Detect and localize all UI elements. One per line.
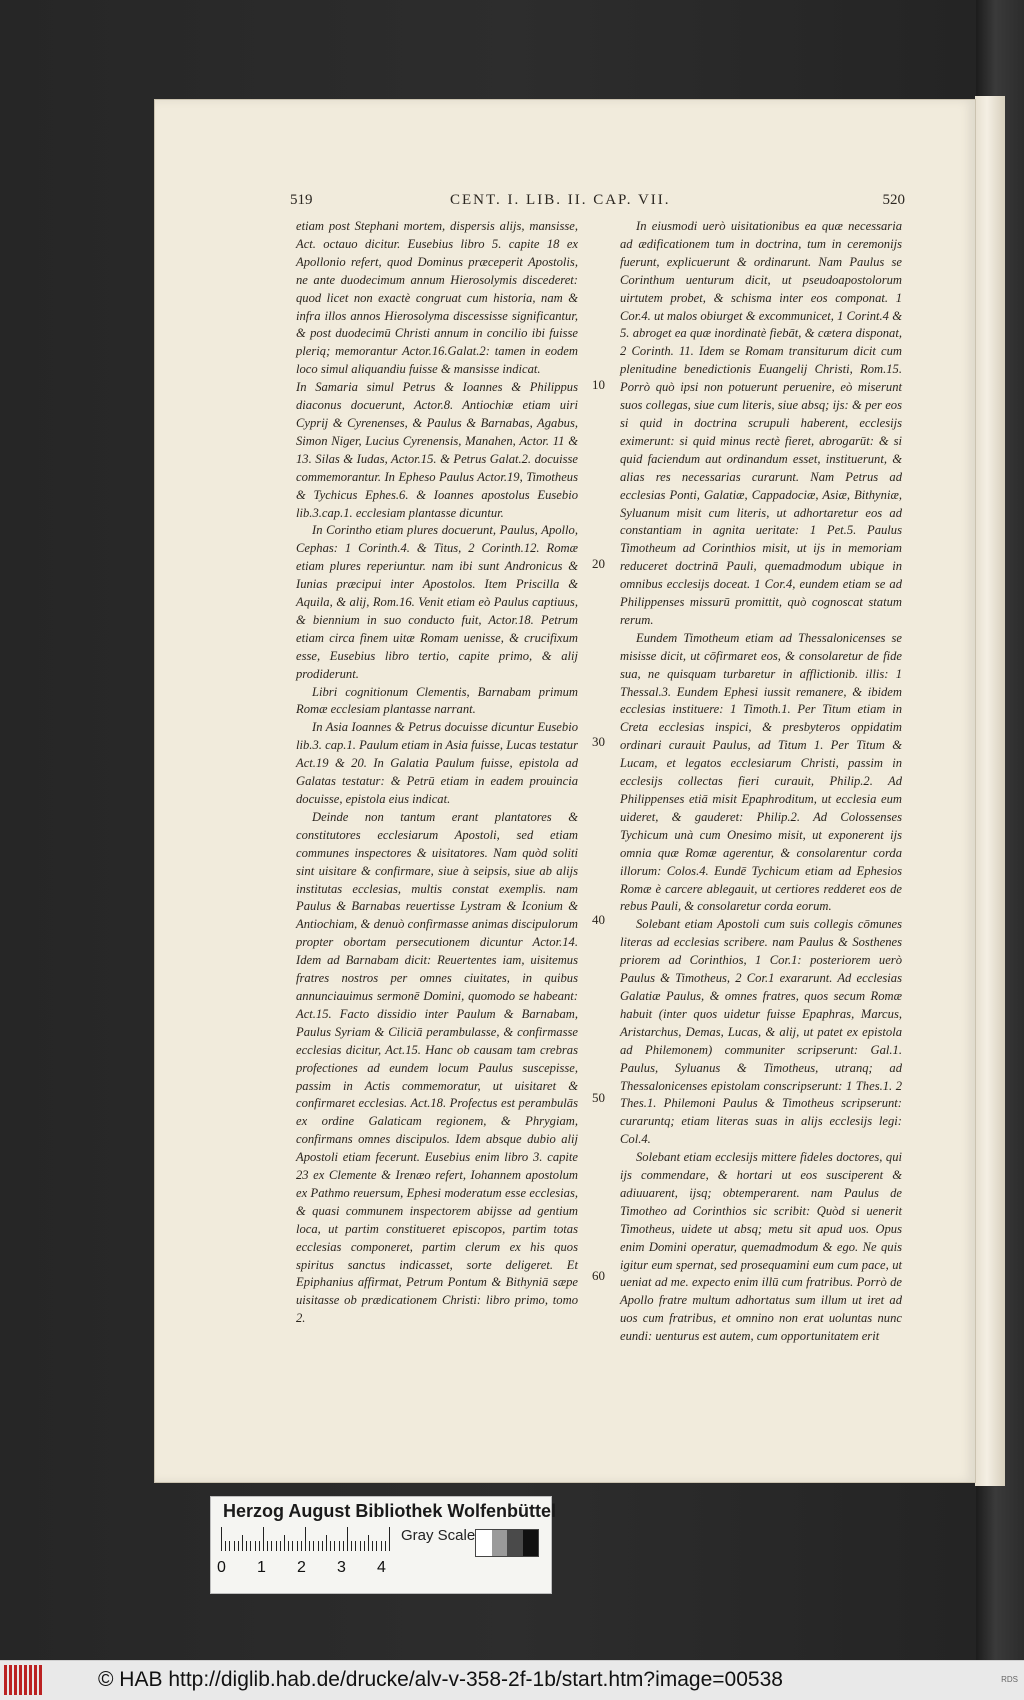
ruler-tick	[288, 1541, 289, 1551]
ruler-tick	[313, 1541, 314, 1551]
ruler-tick	[259, 1541, 260, 1551]
chapter-title: CENT. I. LIB. II. CAP. VII.	[450, 192, 671, 208]
paragraph: Eundem Timotheum etiam ad Thessalonicenses se misisse dicit, ut cōfirmaret eos, & consolaretur de fide sua, ne quisquam turbaretur in afflictionib. illis: 1 Thessal.3. Eundem Ephesi iussit remanere, & ibidem ecclesias instituere: 1 Timoth.1. Per Titum etiam in Creta ecclesias inspici, & presbyteros oppidatim ordinari curauit Paulus, ad Titum 1. Per Titum & Lucam, et legatos ecclesiarum Christi, passim in ecclesijs collectas fieri curauit, Philip.2. Ad Philippenses etiā misit Epaphroditum, ut ecclesia eum uideret, & gauderet: Philip.2. Ad Colossenses Tychicum unà cum Onesimo misit, ut exponerent ijs omnia quæ Romæ agerentur, & consolarentur corda illorum: Colos.4. Eundē Tychicum etiam ad Ephesios Romæ è carcere ablegauit, ut certiores redderet eos de rebus Pauli, & consolaretur corda eorum.	[620, 630, 902, 914]
ruler-number: 0	[217, 1559, 226, 1576]
running-header	[290, 192, 905, 214]
ruler-tick	[385, 1541, 386, 1551]
ruler-number: 3	[337, 1559, 346, 1576]
ruler-tick	[225, 1541, 226, 1551]
right-text-column	[620, 218, 902, 1346]
line-number: 50	[592, 1090, 605, 1105]
line-number: 60	[592, 1268, 605, 1283]
gray-scale-swatches	[475, 1529, 539, 1557]
gray-swatch	[507, 1530, 523, 1556]
ruler-tick	[284, 1535, 285, 1551]
ruler-tick	[360, 1541, 361, 1551]
page-edge	[975, 96, 1005, 1486]
page-number-left: 519	[290, 192, 313, 208]
ruler-tick	[389, 1527, 390, 1551]
ruler-tick	[221, 1527, 222, 1551]
gray-swatch	[476, 1530, 492, 1556]
copyright-url[interactable]: © HAB http://diglib.hab.de/drucke/alv-v-358-2f-1b/start.htm?image=00538	[98, 1668, 783, 1691]
line-number: 10	[592, 377, 605, 392]
line-number: 30	[592, 734, 605, 749]
ruler-number: 4	[377, 1559, 386, 1576]
ruler-tick	[381, 1541, 382, 1551]
ruler-tick	[263, 1527, 264, 1551]
gray-swatch	[492, 1530, 508, 1556]
ruler-number: 2	[297, 1559, 306, 1576]
ruler-numbers	[217, 1559, 407, 1579]
ruler-tick	[292, 1541, 293, 1551]
ruler-tick	[326, 1535, 327, 1551]
ruler-tick	[280, 1541, 281, 1551]
paragraph: In Corintho etiam plures docuerunt, Paulus, Apollo, Cephas: 1 Corinth.4. & Titus, 2 Corinth.12. Romæ etiam plures reperiuntur. nam ibi sunt Andronicus & Iunias præcipui inter Apostolos. Item Priscilla & Aquila, & alij, Rom.16. Venit etiam eò Paulus captiuus, & biennium in suo conducto fuit, Actor.18. Petrum etiam circa finem uitæ Romam uenisse, & crucifixum esse, Eusebius libro tertio, capite primo, & alij prodiderunt.	[296, 523, 578, 681]
paragraph: In Samaria simul Petrus & Ioannes & Philippus diaconus docuerunt, Actor.8. Antiochiæ etiam uiri Cyprij & Cyrenenses, & Paulus & Barnabas, Agabus, Simon Niger, Lucius Cyrenensis, Manahen, Actor. 11 & 13. Silas & Iudas, Actor.15. & Petrus Galat.2. docuisse commemorantur. In Epheso Paulus Actor.19, Timotheus & Tychicus Ephes.6. & Ioannes apostolus Eusebio lib.3.cap.1. ecclesiam plantasse dicuntur.	[296, 380, 578, 520]
ruler-number: 1	[257, 1559, 266, 1576]
ruler-tick	[255, 1541, 256, 1551]
ruler-tick	[364, 1541, 365, 1551]
ruler-tick	[318, 1541, 319, 1551]
ruler-tick	[330, 1541, 331, 1551]
ruler-tick	[376, 1541, 377, 1551]
ruler-tick	[322, 1541, 323, 1551]
footer-mark: RDS	[1001, 1675, 1018, 1684]
ruler-tick	[334, 1541, 335, 1551]
ruler-tick	[301, 1541, 302, 1551]
line-number: 20	[592, 556, 605, 571]
ruler-tick	[242, 1535, 243, 1551]
line-number: 40	[592, 912, 605, 927]
ruler-tick	[351, 1541, 352, 1551]
hab-logo-icon	[4, 1665, 46, 1695]
ruler-tick	[229, 1541, 230, 1551]
ruler-scale	[221, 1527, 401, 1551]
paragraph: Solebant etiam ecclesijs mittere fideles doctores, qui ijs commendare, & hortari ut eos susciperent & adiuuarent, ijsq; obtemperarent. nam Paulus de Timotheo ad Corinthios sic scribit: Quòd si uenerit Timotheus, uidete ut absq; metu sit apud uos. Opus enim Domini operatur, quemadmodum & ego. Ne quis igitur eum spernat, sed prosequamini eum cum pace, ut ueniat ad me. expecto enim illū cum fratribus. Porrò de Apollo fratre multum adhortatus sum illum ut iret ad uos cum fratribus, et omnino non erat uoluntas nunc eundi: uenturus est autem, cum opportunitatem erit	[620, 1150, 902, 1344]
ruler-tick	[305, 1527, 306, 1551]
gray-swatch	[523, 1530, 539, 1556]
ruler-tick	[368, 1535, 369, 1551]
library-color-card	[210, 1496, 556, 1594]
ruler-tick	[339, 1541, 340, 1551]
paragraph: In eiusmodi uerò uisitationibus ea quæ necessaria ad ædificationem tum in doctrina, tum in ceremonijs fuerunt, explicuerunt & ordinarunt. Nam Paulus se Corinthum uenturum dicit, ut pseudoapostolorum uirtutem probet, & schisma inter eos componat. 1 Cor.4. ut malos obiurget & excommunicet, 1 Corint.4 & 5. abroget ea quæ inordinatè fiebāt, & cætera disponat, 2 Corinth. 11. Idem se Romam transiturum dicit cum plenitudine benedictionis Euangelij Christi, Rom.15. Porrò quò ipsi non potuerunt peruenire, eò miserunt suos collegas, siue cum literis, siue absq; ijs: & per eos si quid in doctrina scrupuli haberent, ecclesijs eximerunt: si quid minus rectè fieret, abrogarūt: & si quid faciendum aut ordinandum esset, instituerunt, & alias res necessarias curarunt. Nam Petrus ad ecclesias Ponti, Galatiæ, Cappadociæ, Asiæ, Bithyniæ, Syluanum misit cum literis, ut adhortaretur eos ad constantiam in agnita ueritate: 1 Pet.5. Paulus Timotheum ad Corinthios misit, ut ijs in memoriam reduceret doctrinā Pauli, quemadmodum ubique in omnibus ecclesijs doceat. 1 Cor.4, eundem etiam se ad Philippenses missurū promittit, quò cognoscat statum rerum.	[620, 219, 902, 627]
ruler-tick	[355, 1541, 356, 1551]
paragraph: etiam post Stephani mortem, dispersis alijs, mansisse, Act. octauo dicitur. Eusebius libro 5. capite 18 ex Apollonio refert, quod Dominus præceperit Apostolis, ne ante duodecimum annum Hierosolymis discederet: quod licet non exactè congruat cum historia, nam & infra illos annos Hierosolyma discessisse significantur, & post duodecimū Christi annum in concilio ibi fuisse plerią; memorantur Actor.16.Galat.2: tamen in eodem loco simul aliquandiu fuisse & mansisse indicat.	[296, 219, 578, 377]
ruler-tick	[250, 1541, 251, 1551]
ruler-tick	[246, 1541, 247, 1551]
ruler-tick	[238, 1541, 239, 1551]
page-number-right: 520	[882, 192, 905, 208]
ruler-tick	[234, 1541, 235, 1551]
footer-bar	[0, 1660, 1024, 1700]
ruler-tick	[309, 1541, 310, 1551]
gray-scale-label: Gray Scale	[401, 1527, 476, 1544]
ruler-tick	[343, 1541, 344, 1551]
paragraph: In Asia Ioannes & Petrus docuisse dicuntur Eusebio lib.3. cap.1. Paulum etiam in Asia fuisse, Lucas testatur Act.19 & 20. In Galatia Paulum fuisse, epistola ad Galatas testatur: & Petrū etiam in eadem prouincia docuisse, epistola eius indicat.	[296, 720, 578, 806]
ruler-tick	[297, 1541, 298, 1551]
library-name: Herzog August Bibliothek Wolfenbüttel	[223, 1501, 556, 1521]
paragraph: Libri cognitionum Clementis, Barnabam primum Romæ ecclesiam plantasse narrant.	[296, 684, 578, 717]
ruler-tick	[276, 1541, 277, 1551]
paragraph: Deinde non tantum erant plantatores & constitutores ecclesiarum Apostoli, sed etiam communes inspectores & uisitatores. Nam quòd soliti sint uisitare & confirmare, siue à seipsis, siue ab alijs institutas ecclesias, multis constat exemplis. nam Paulus & Barnabas reuertisse Lystram & Iconium & Antiochiam, & denuò confirmasse animas discipulorum propter obortam persecutionem dicuntur Actor.14. Idem ad Barnabam dicit: Reuertentes iam, uisitemus fratres nostros per omnes ciuitates, in quibus annunciauimus sermonē Domini, quomodo se habeant: Act.15. Facto dissidio inter Paulum & Barnabam, Paulus Syriam & Ciliciā perambulasse, & confirmasse ecclesias dicitur, Act.15. Hanc ob causam tam crebras profectiones ad eundem locum Paulus suscepisse, passim in Actis commemoratur, ut uisitaret & confirmaret ecclesias. Act.18. Profectus est perambulās ex ordine Galaticam regionem, & Phrygiam, confirmans omnes discipulos. Idem absque dubio alij Apostoli etiam fecerunt. Eusebius enim libro 3. capite 23 ex Clemente & Irenæo refert, Iohannem apostolum ex Pathmo reuersum, Ephesi moderatum esse ecclesias, & quasi communem inspectorem abijsse ad gentium loca, ut partim constitueret episcopos, partim totas ecclesias componeret, partim clerum ex his quos spiritus sanctus indicasset, sorte deligeret. Et Epiphanius affirmat, Petrum Pontum & Bithyniā sæpe uisitasse ob prædicationem Christi: libro primo, tomo 2.	[296, 809, 578, 1326]
ruler-tick	[372, 1541, 373, 1551]
ruler-tick	[267, 1541, 268, 1551]
ruler-tick	[347, 1527, 348, 1551]
ruler-tick	[271, 1541, 272, 1551]
left-text-column	[296, 218, 578, 1328]
paragraph: Solebant etiam Apostoli cum suis collegis cōmunes literas ad ecclesias scribere. nam Paulus & Sosthenes priorem ad Corinthios, 1 Cor.1: posteriorem uerò Paulus & Timotheus, 2 Cor.1 exararunt. Ad ecclesias Galatiæ Paulus, & omnes fratres, quos secum Romæ habuit (inter quos uidetur fuisse Epaphras, Marcus, Aristarchus, Demas, Lucas, & alij, ut patet ex epistola ad Philemonem) communiter scripserunt: Gal.1. Paulus, Syluanus & Timotheus, utranq; ad Thessalonicenses epistolam conscripserunt: 1 Thes.1. 2 Thes.1. Philemoni Paulus & Timotheus scripserunt: curaruntq; etiam literas suas in alijs ecclesijs legi: Col.4.	[620, 917, 902, 1147]
